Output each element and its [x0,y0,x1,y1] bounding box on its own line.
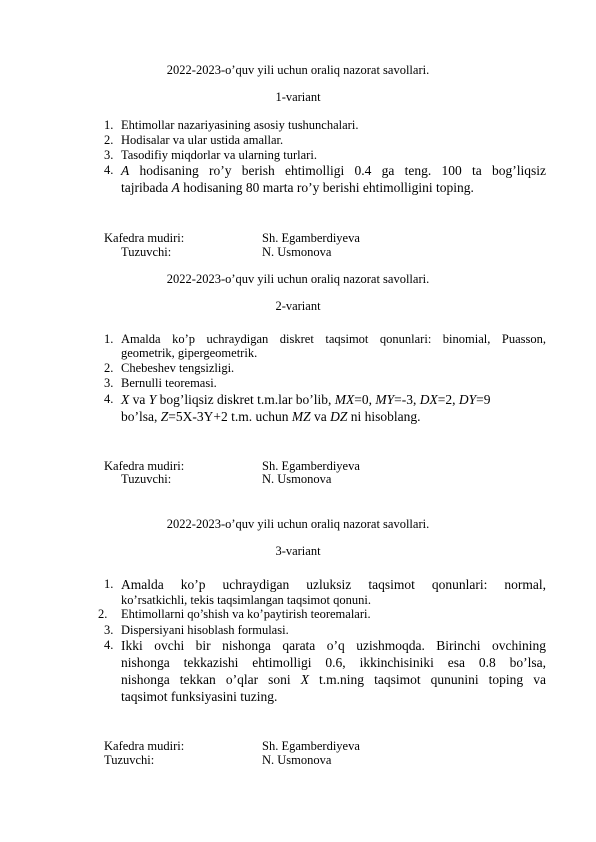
question-text-line1: Amalda ko’p uchraydigan uzluksiz taqsimot qonunlari: normal, [121,577,546,592]
question-number: 1. [104,332,114,346]
question-text: Chebeshev tengsizligi. [121,361,235,375]
author-name-1: N. Usmonova [262,245,332,259]
question-number: 4. [104,392,114,406]
question-text-line2: tajribada A hodisaning 80 marta ro’y berishi ehtimolligini toping. [121,180,474,195]
question-number: 2. [104,133,114,147]
head-name-2: Sh. Egamberdiyeva [262,459,360,473]
question-text-line1: X va Y bog’liqsiz diskret t.m.lar bo’lib, MX=0, MY=-3, DX=2, DY=9 [121,392,491,407]
question-number: 2. [98,607,108,621]
head-label-3: Kafedra mudiri: [104,739,185,753]
question-text-line4: taqsimot funksiyasini tuzing. [121,689,278,704]
question-number: 1. [104,577,114,591]
author-label-2: Tuzuvchi: [121,472,172,486]
question-number: 3. [104,148,114,162]
head-name-1: Sh. Egamberdiyeva [262,231,360,245]
question-number: 2. [104,361,114,375]
question-text-line1: Ikki ovchi bir nishonga qarata o’q uzishmoqda. Birinchi ovchining [121,638,546,653]
author-label-3: Tuzuvchi: [104,753,155,767]
question-text-line2: nishonga tekkazishi ehtimolligi 0.6, ikkinchisiniki esa 0.8 bo’lsa, [121,655,546,670]
author-label-1: Tuzuvchi: [121,245,172,259]
question-text-line1: A hodisaning ro’y berish ehtimolligi 0.4 ga teng. 100 ta bog’liqsiz [121,163,546,178]
head-label-1: Kafedra mudiri: [104,231,185,245]
section-title-1: 2022-2023-o’quv yili uchun oraliq nazorat savollari. [166,63,430,77]
question-text: Hodisalar va ular ustida amallar. [121,133,284,147]
question-number: 1. [104,118,114,132]
question-number: 4. [104,163,114,177]
variant-label-2: 2-variant [275,299,321,313]
author-name-3: N. Usmonova [262,753,332,767]
author-name-2: N. Usmonova [262,472,332,486]
variant-label-1: 1-variant [275,90,321,104]
question-text: Bernulli teoremasi. [121,376,217,390]
question-number: 3. [104,376,114,390]
question-text: Dispersiyani hisoblash formulasi. [121,623,289,637]
question-text-line2: geometrik, gipergeometrik. [121,346,258,360]
question-text-line1: Amalda ko’p uchraydigan diskret taqsimot qonunlari: binomial, Puasson, [121,332,546,346]
section-title-3: 2022-2023-o’quv yili uchun oraliq nazorat savollari. [166,517,430,531]
question-text-line2: ko’rsatkichli, tekis taqsimlangan taqsimot qonuni. [121,593,371,607]
head-name-3: Sh. Egamberdiyeva [262,739,360,753]
question-number: 3. [104,623,114,637]
question-text: Ehtimollar nazariyasining asosiy tushunchalari. [121,118,359,132]
question-text-line3: nishonga tekkan o’qlar soni X t.m.ning taqsimot qununini toping va [121,672,546,687]
question-number: 4. [104,638,114,652]
question-text: Ehtimollarni qo’shish va ko’paytirish teoremalari. [121,607,371,621]
question-text-line2: bo’lsa, Z=5X-3Y+2 t.m. uchun MZ va DZ ni hisoblang. [121,409,421,424]
head-label-2: Kafedra mudiri: [104,459,185,473]
variant-label-3: 3-variant [275,544,321,558]
section-title-2: 2022-2023-o’quv yili uchun oraliq nazorat savollari. [166,272,430,286]
question-text: Tasodifiy miqdorlar va ularning turlari. [121,148,317,162]
